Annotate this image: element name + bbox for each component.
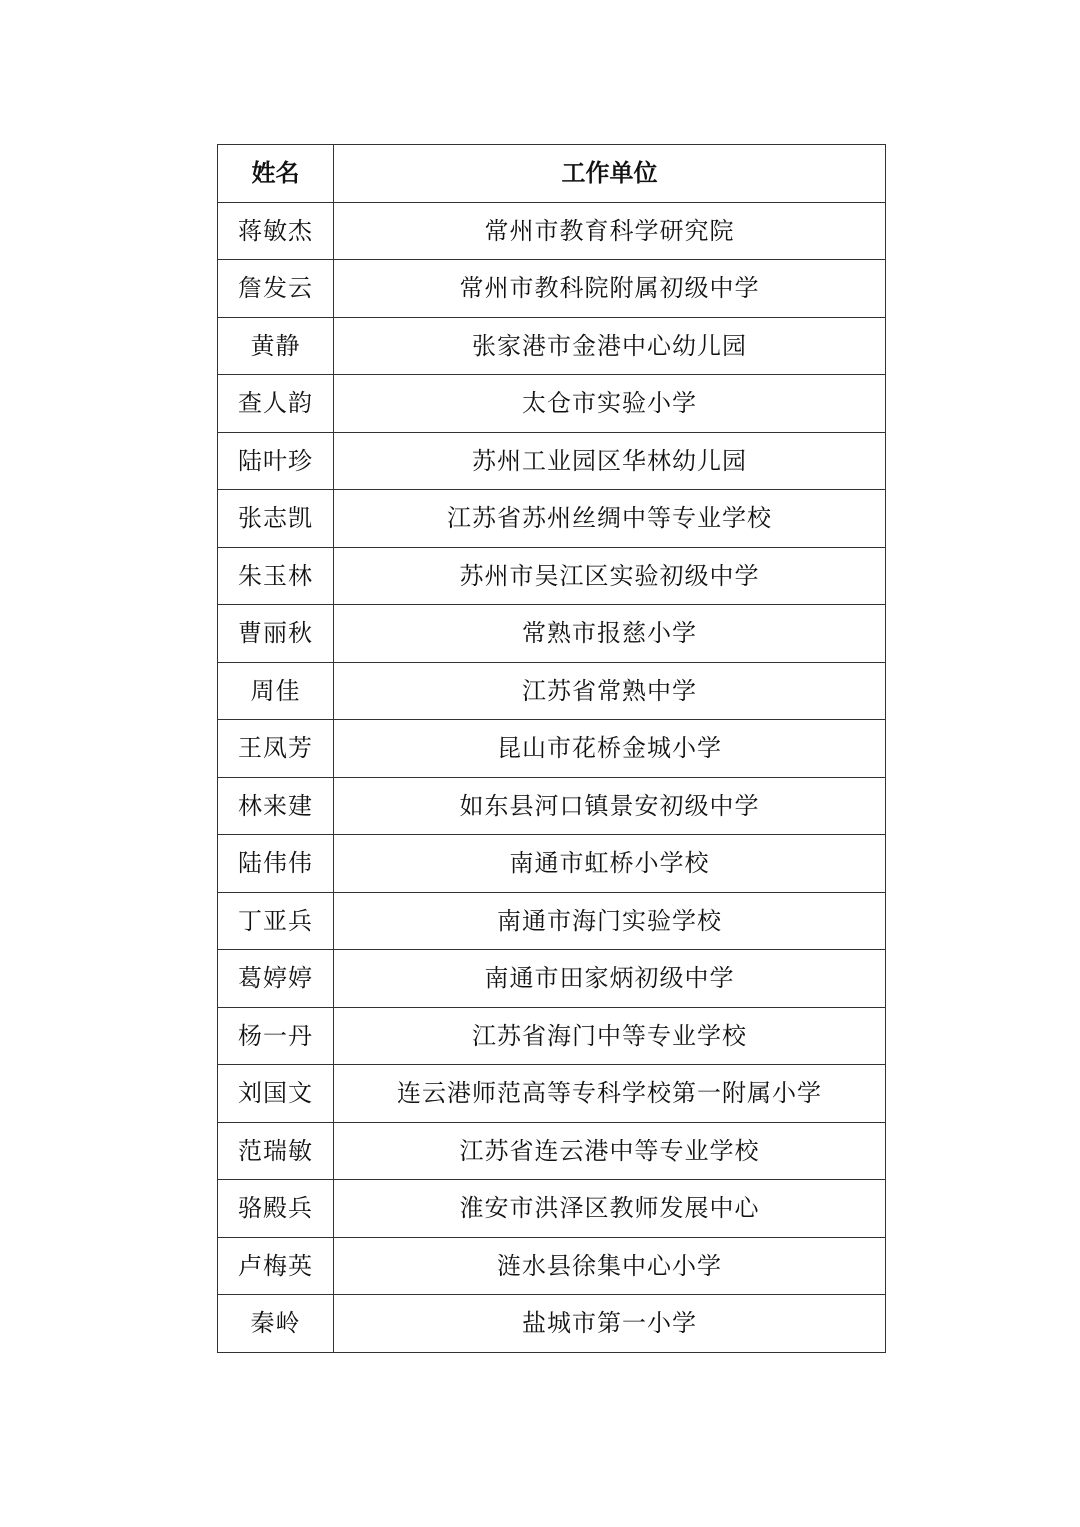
table-row [218,950,886,1008]
table-row [218,720,886,778]
cell-name: 陆叶珍 [218,432,334,490]
cell-name: 秦岭 [218,1295,334,1353]
table-row [218,1122,886,1180]
cell-unit: 张家港市金港中心幼儿园 [334,317,886,375]
cell-name: 陆伟伟 [218,835,334,893]
table-header-row [218,145,886,203]
staff-table-container [217,144,885,1353]
header-name: 姓名 [218,145,334,203]
table-row [218,1065,886,1123]
cell-unit: 常州市教育科学研究院 [334,202,886,260]
cell-name: 王凤芳 [218,720,334,778]
cell-unit: 常州市教科院附属初级中学 [334,260,886,318]
cell-name: 张志凯 [218,490,334,548]
cell-name: 曹丽秋 [218,605,334,663]
cell-name: 朱玉林 [218,547,334,605]
table-row [218,375,886,433]
table-row [218,260,886,318]
table-row [218,1295,886,1353]
cell-name: 周佳 [218,662,334,720]
cell-unit: 江苏省海门中等专业学校 [334,1007,886,1065]
table-row [218,490,886,548]
cell-name: 黄静 [218,317,334,375]
cell-unit: 涟水县徐集中心小学 [334,1237,886,1295]
staff-table [217,144,886,1353]
cell-unit: 江苏省苏州丝绸中等专业学校 [334,490,886,548]
cell-unit: 江苏省连云港中等专业学校 [334,1122,886,1180]
cell-name: 骆殿兵 [218,1180,334,1238]
cell-name: 葛婷婷 [218,950,334,1008]
cell-unit: 盐城市第一小学 [334,1295,886,1353]
cell-name: 卢梅英 [218,1237,334,1295]
header-unit: 工作单位 [334,145,886,203]
table-row [218,432,886,490]
cell-name: 蒋敏杰 [218,202,334,260]
table-row [218,892,886,950]
cell-unit: 淮安市洪泽区教师发展中心 [334,1180,886,1238]
cell-unit: 南通市虹桥小学校 [334,835,886,893]
table-row [218,547,886,605]
cell-unit: 苏州市吴江区实验初级中学 [334,547,886,605]
table-row [218,835,886,893]
cell-name: 范瑞敏 [218,1122,334,1180]
cell-unit: 南通市田家炳初级中学 [334,950,886,1008]
table-row [218,1180,886,1238]
table-row [218,1007,886,1065]
cell-unit: 南通市海门实验学校 [334,892,886,950]
cell-unit: 江苏省常熟中学 [334,662,886,720]
cell-name: 杨一丹 [218,1007,334,1065]
cell-unit: 太仓市实验小学 [334,375,886,433]
cell-unit: 如东县河口镇景安初级中学 [334,777,886,835]
cell-name: 林来建 [218,777,334,835]
table-row [218,1237,886,1295]
cell-name: 查人韵 [218,375,334,433]
cell-unit: 连云港师范高等专科学校第一附属小学 [334,1065,886,1123]
table-row [218,317,886,375]
cell-name: 詹发云 [218,260,334,318]
table-row [218,605,886,663]
cell-name: 丁亚兵 [218,892,334,950]
cell-name: 刘国文 [218,1065,334,1123]
table-row [218,662,886,720]
cell-unit: 昆山市花桥金城小学 [334,720,886,778]
table-row [218,777,886,835]
cell-unit: 常熟市报慈小学 [334,605,886,663]
table-row [218,202,886,260]
cell-unit: 苏州工业园区华林幼儿园 [334,432,886,490]
